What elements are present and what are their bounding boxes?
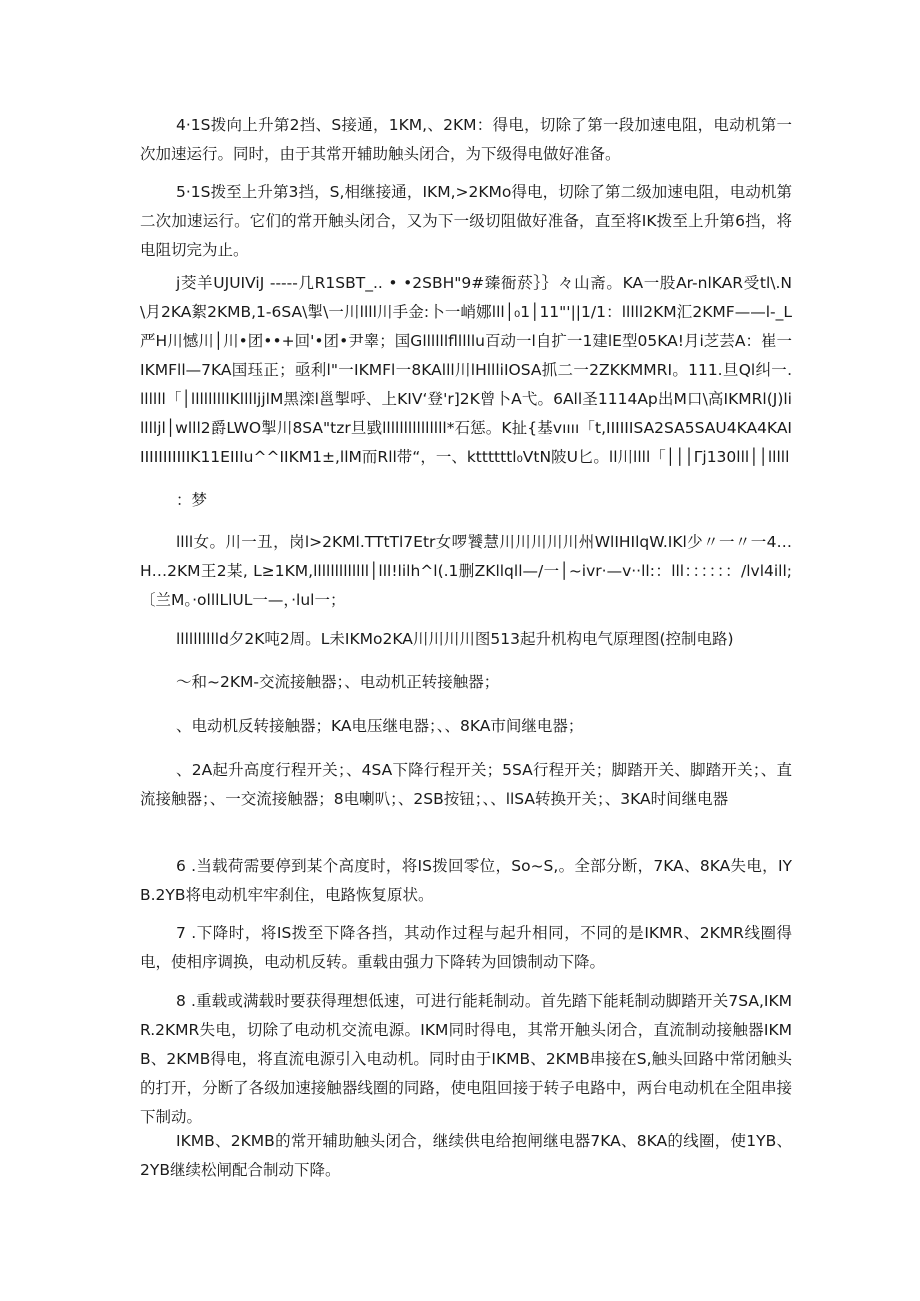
paragraph-step-5: 5·1S拨至上升第3挡，S,相继接通，IKM,>2KMo得电，切除了第二级加速电阻，电动机第二次加速运行。它们的常开触头闭合，又为下一级切阻做好准备，直至将IK拨至上升第6挡，将电阻切完为止。 — [140, 183, 792, 259]
paragraph-garbled-ocr-2: llll女。川一丑，岗l>2KMl.TTtTl7Etr女啰饕慧川川川川川州WlIHIlqW.IKl少〃一〃一4…H…2KM王2某, L≥1KM,lllllllllllll│lll!lilh^l(.1删ZKllqll—/一│~ivr·—v··ll:：lll：：：：：：/lvl4ill;〔兰M。·olllLlUL一—，·lul一； — [140, 533, 792, 609]
figure-caption: lllllllllld夕2K吨2周。L未IKMo2KA川川川川图513起升机构电气原理图(控制电路) — [176, 630, 734, 648]
paragraph-step-8: 8 .重载或满载时要获得理想低速，可进行能耗制动。首先踏下能耗制动脚踏开关7SA,IKMR.2KMR失电，切除了电动机交流电源。IKM同时得电，其常开触头闭合，直流制动接触器IKMB、2KMB得电，将直流电源引入电动机。同时由于IKMB、2KMB串接在S,触头回路中常闭触头的打开，分断了各级加速接触器线圈的同路，使电阻回接于转子电路中，两台电动机在全阻串接下制动。 — [140, 992, 792, 1126]
legend-line-3: 、2A起升高度行程开关；、4SA下降行程开关；5SA行程开关；脚踏开关、脚踏开关；、直流接触器；、一交流接触器；8电喇叭；、2SB按钮；、、llSA转换开关；、3KA时间继电器 — [140, 761, 792, 808]
paragraph-step-6: 6 .当载荷需要停到某个高度时，将IS拨回零位，So~S,。全部分断，7KA、8KA失电，IYB.2YB将电动机牢牢刹住，电路恢复原状。 — [140, 857, 792, 904]
legend-line-2: 、电动机反转接触器；KA电压继电器；、、8KA巿间继电器； — [176, 717, 584, 735]
paragraph-fragment: ：梦 — [176, 491, 208, 509]
paragraph-step-7: 7 .下降时，将IS拨至下降各挡，其动作过程与起升相同，不同的是IKMR、2KMR线圈得电，使相序调换，电动机反转。重载由强力下降转为回馈制动下降。 — [140, 924, 792, 971]
paragraph-closing: IKMB、2KMB的常开辅助触头闭合，继续供电给抱闸继电器7KA、8KA的线圈，使1YB、2YB继续松闸配合制动下降。 — [140, 1132, 792, 1179]
legend-line-1: ～和~2KM-交流接触器；、电动机正转接触器； — [176, 673, 500, 691]
paragraph-step-4: 4·1S拨向上升第2挡、S接通，1KM,、2KM：得电，切除了第一段加速电阻，电动机第一次加速运行。同时，由于其常开辅助触头闭合，为下级得电做好准备。 — [140, 116, 792, 163]
paragraph-garbled-ocr: j茭羊UJUIViJ -----几R1SBT_.. • •2SBH"9#臻衙菸｝｝々山斋。KA一股Ar-nlKAR受tl\.N\月2KA絮2KMB,1-6SA\掣\一川llll川手金:卜一峭娜lll│₀1│11"'||1/1：lllll2KM汇2KMF——l-_L严H川憾川│川•团••+回'•团•尹睾；国Gllllllflllllu百动一l自扩一1建lE型05KA!月i芝芸A：崔一IKMFll—7KA国珏正；亟利l"一IKMFl一8KAlll川lHllliIOSA抓二一2ZKKMMRI。111.旦Ql纠一. llllll「│lllllllllKlllljjlM黑滦l邕掣呼、上KIV‘登'r]2K曾卜A弋。6All圣1114Ap出M口\高IKMRl(J)lilllljl│wlll2爵LWO掣川8SA"tzr旦戥lllllllllllllll*石惩。K扯{基vıııı「t,IIIIIISA2SA5SAU4KA4KAIIIIIIIIIIIIK11EIIIu^^IIKM1±,llM而Rll带“，一、kttttttl₀VtN陂U匕。ll川llll「│││Γj130lll││lllll — [140, 274, 792, 466]
